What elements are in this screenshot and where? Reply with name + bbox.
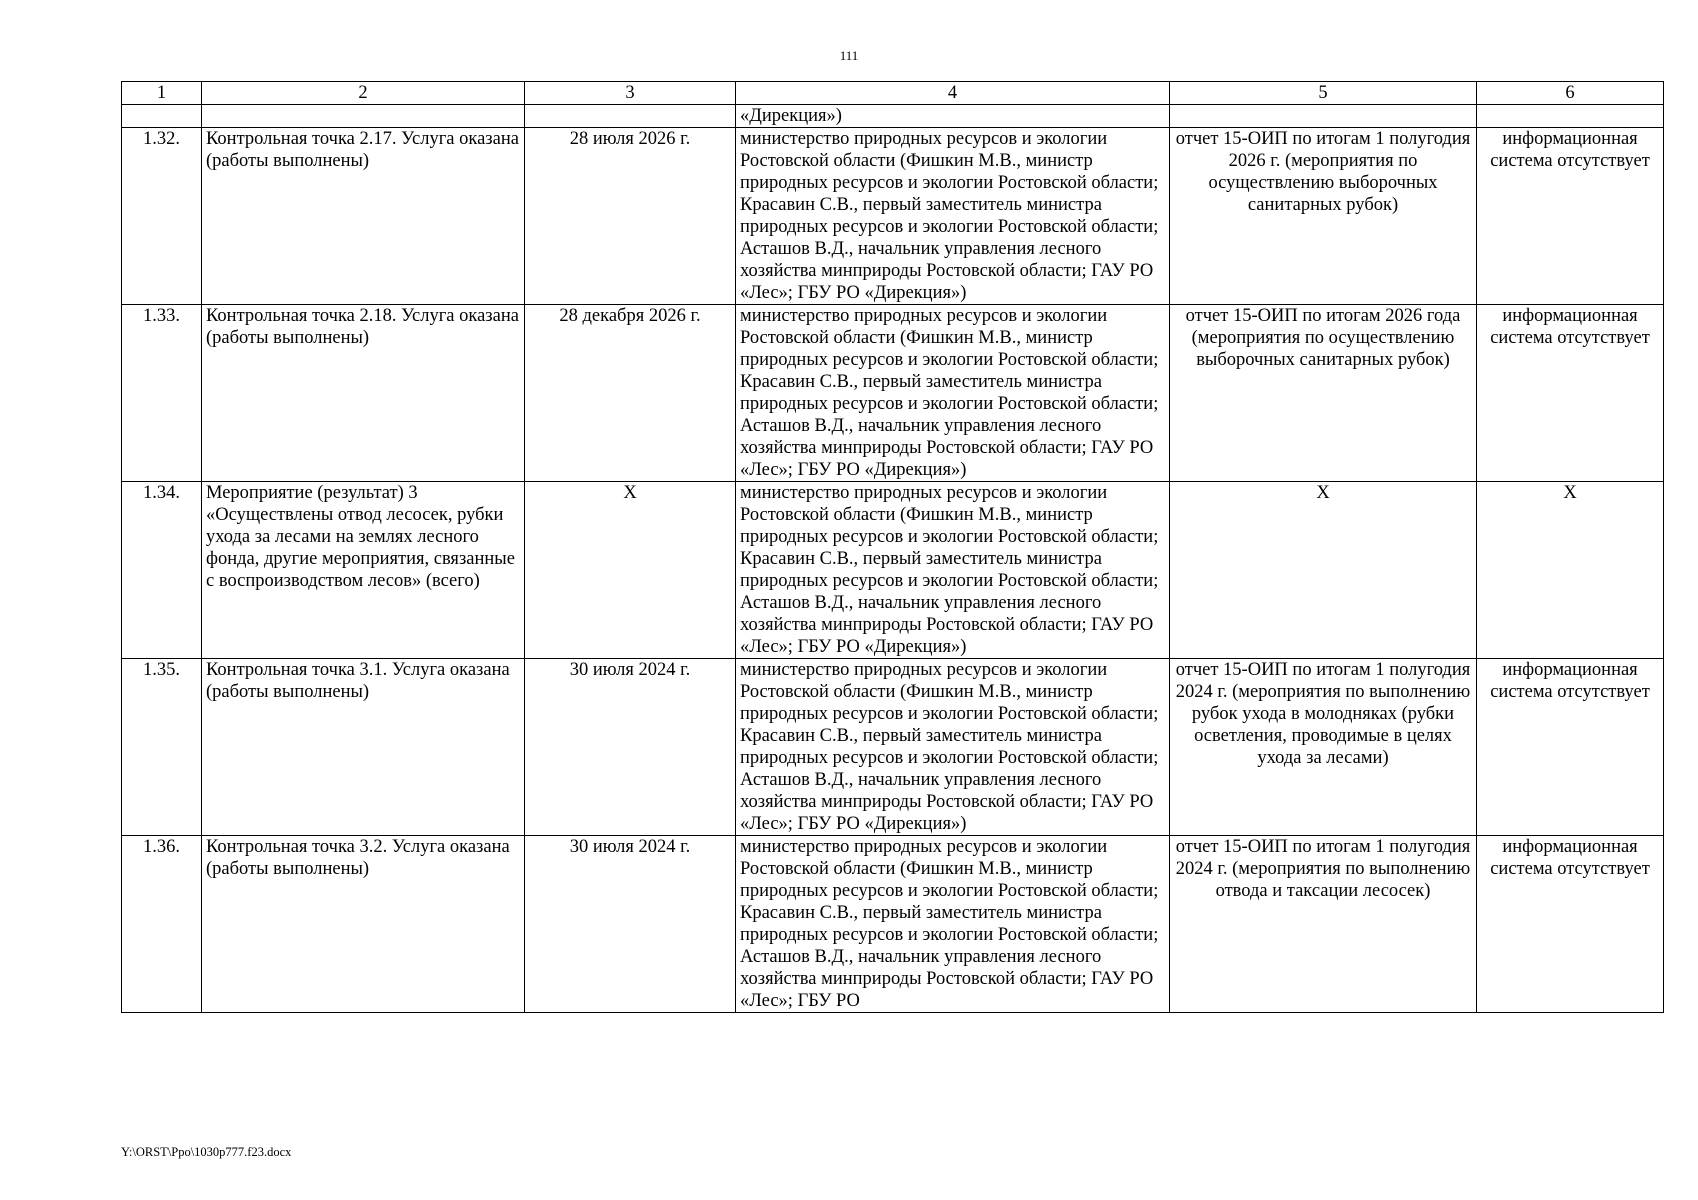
row-system: информационная система отсутствует bbox=[1477, 836, 1664, 1013]
continuation-row bbox=[122, 105, 1664, 128]
row-number: 1.35. bbox=[122, 659, 202, 836]
table-row bbox=[122, 836, 1664, 1013]
row-document: отчет 15-ОИП по итогам 2026 года (мероприятия по осуществлению выборочных санитарных рубок) bbox=[1170, 305, 1477, 482]
row-responsible: министерство природных ресурсов и экологии Ростовской области (Фишкин М.В., министр природных ресурсов и экологии Ростовской области; Красавин С.В., первый заместитель министра природных ресурсов и экологии Ростовской области; Асташов В.Д., начальник управления лесного хозяйства минприроды Ростовской области; ГАУ РО «Лес»; ГБУ РО «Дирекция») bbox=[736, 482, 1170, 659]
table-row bbox=[122, 305, 1664, 482]
page-number: 111 bbox=[839, 48, 859, 63]
row-document: отчет 15-ОИП по итогам 1 полугодия 2024 г. (мероприятия по выполнению рубок ухода в молодняках (рубки осветления, проводимые в целях ухода за лесами) bbox=[1170, 659, 1477, 836]
row-number: 1.36. bbox=[122, 836, 202, 1013]
continuation-responsible: «Дирекция») bbox=[736, 105, 1170, 128]
row-responsible: министерство природных ресурсов и экологии Ростовской области (Фишкин М.В., министр природных ресурсов и экологии Ростовской области; Красавин С.В., первый заместитель министра природных ресурсов и экологии Ростовской области; Асташов В.Д., начальник управления лесного хозяйства минприроды Ростовской области; ГАУ РО «Лес»; ГБУ РО «Дирекция») bbox=[736, 659, 1170, 836]
row-name: Мероприятие (результат) 3 «Осуществлены отвод лесосек, рубки ухода за лесами на землях лесного фонда, другие мероприятия, связанные с воспроизводством лесов» (всего) bbox=[202, 482, 525, 659]
row-system: информационная система отсутствует bbox=[1477, 128, 1664, 305]
row-number: 1.34. bbox=[122, 482, 202, 659]
row-date: 28 июля 2026 г. bbox=[525, 128, 736, 305]
row-responsible: министерство природных ресурсов и экологии Ростовской области (Фишкин М.В., министр природных ресурсов и экологии Ростовской области; Красавин С.В., первый заместитель министра природных ресурсов и экологии Ростовской области; Асташов В.Д., начальник управления лесного хозяйства минприроды Ростовской области; ГАУ РО «Лес»; ГБУ РО «Дирекция») bbox=[736, 305, 1170, 482]
column-number-3: 3 bbox=[525, 82, 736, 105]
table-cell bbox=[1477, 105, 1664, 128]
table-row bbox=[122, 128, 1664, 305]
table-cell bbox=[1170, 105, 1477, 128]
column-number-1: 1 bbox=[122, 82, 202, 105]
table-row bbox=[122, 659, 1664, 836]
row-date: 30 июля 2024 г. bbox=[525, 836, 736, 1013]
row-responsible: министерство природных ресурсов и экологии Ростовской области (Фишкин М.В., министр природных ресурсов и экологии Ростовской области; Красавин С.В., первый заместитель министра природных ресурсов и экологии Ростовской области; Асташов В.Д., начальник управления лесного хозяйства минприроды Ростовской области; ГАУ РО «Лес»; ГБУ РО «Дирекция») bbox=[736, 128, 1170, 305]
row-responsible: министерство природных ресурсов и экологии Ростовской области (Фишкин М.В., министр природных ресурсов и экологии Ростовской области; Красавин С.В., первый заместитель министра природных ресурсов и экологии Ростовской области; Асташов В.Д., начальник управления лесного хозяйства минприроды Ростовской области; ГАУ РО «Лес»; ГБУ РО bbox=[736, 836, 1170, 1013]
row-date: X bbox=[525, 482, 736, 659]
table-cell bbox=[122, 105, 202, 128]
row-name: Контрольная точка 2.18. Услуга оказана (работы выполнены) bbox=[202, 305, 525, 482]
table-cell bbox=[202, 105, 525, 128]
table-cell bbox=[525, 105, 736, 128]
row-date: 28 декабря 2026 г. bbox=[525, 305, 736, 482]
row-system: информационная система отсутствует bbox=[1477, 659, 1664, 836]
row-name: Контрольная точка 3.2. Услуга оказана (работы выполнены) bbox=[202, 836, 525, 1013]
row-number: 1.33. bbox=[122, 305, 202, 482]
row-name: Контрольная точка 3.1. Услуга оказана (работы выполнены) bbox=[202, 659, 525, 836]
plan-table bbox=[121, 81, 1664, 1013]
row-system: X bbox=[1477, 482, 1664, 659]
column-number-6: 6 bbox=[1477, 82, 1664, 105]
file-path-footer: Y:\ORST\Ppo\1030p777.f23.docx bbox=[121, 1145, 292, 1159]
row-date: 30 июля 2024 г. bbox=[525, 659, 736, 836]
row-name: Контрольная точка 2.17. Услуга оказана (работы выполнены) bbox=[202, 128, 525, 305]
row-number: 1.32. bbox=[122, 128, 202, 305]
row-system: информационная система отсутствует bbox=[1477, 305, 1664, 482]
row-document: отчет 15-ОИП по итогам 1 полугодия 2024 г. (мероприятия по выполнению отвода и таксации лесосек) bbox=[1170, 836, 1477, 1013]
column-number-row bbox=[122, 82, 1664, 105]
column-number-4: 4 bbox=[736, 82, 1170, 105]
column-number-2: 2 bbox=[202, 82, 525, 105]
row-document: отчет 15-ОИП по итогам 1 полугодия 2026 г. (мероприятия по осуществлению выборочных санитарных рубок) bbox=[1170, 128, 1477, 305]
column-number-5: 5 bbox=[1170, 82, 1477, 105]
table-row bbox=[122, 482, 1664, 659]
row-document: X bbox=[1170, 482, 1477, 659]
